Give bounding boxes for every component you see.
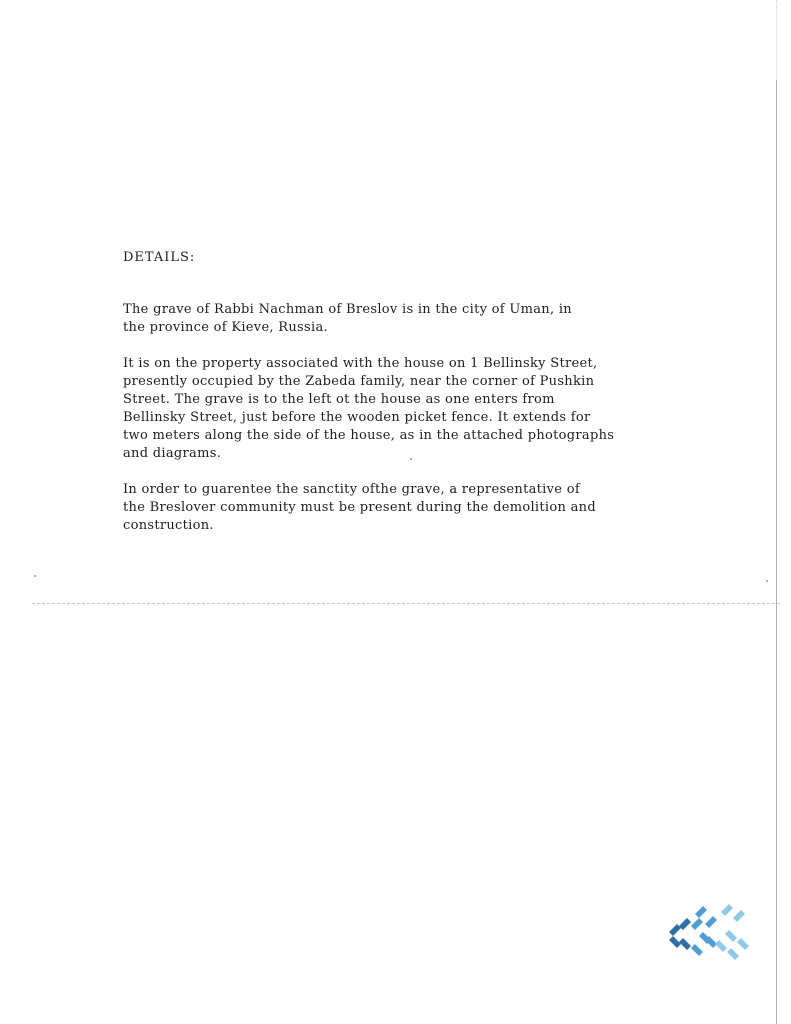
scan-speck [410, 458, 412, 460]
paragraph-line: It is on the property associated with the house on 1 Bellinsky Street, [123, 356, 598, 371]
paragraph-location [123, 301, 572, 337]
paragraph-line: In order to guarentee the sanctity ofthe grave, a representative of [123, 482, 580, 497]
paragraph-line: presently occupied by the Zabeda family, near the corner of Pushkin [123, 374, 595, 389]
logo-mark [669, 904, 749, 960]
scan-edge-line-top [776, 0, 777, 80]
paragraph-property [123, 355, 614, 463]
chevron-stripes-logo-icon [665, 904, 757, 964]
paragraph-line: the Breslover community must be present during the demolition and [123, 500, 596, 515]
paragraph-line: Street. The grave is to the left ot the house as one enters from [123, 392, 555, 407]
scan-fold-line [32, 603, 780, 604]
scan-speck [766, 580, 768, 582]
paragraph-line: and diagrams. [123, 446, 222, 461]
paragraph-line: Bellinsky Street, just before the wooden picket fence. It extends for [123, 410, 591, 425]
paragraph-line: construction. [123, 518, 214, 533]
paragraph-line: two meters along the side of the house, as in the attached photographs [123, 428, 615, 443]
section-heading: DETAILS: [123, 250, 196, 265]
paragraph-line: The grave of Rabbi Nachman of Breslov is in the city of Uman, in [123, 302, 572, 317]
paragraph-sanctity [123, 481, 596, 535]
scan-speck [34, 575, 36, 577]
paragraph-line: the province of Kieve, Russia. [123, 320, 328, 335]
scan-edge-line [776, 80, 777, 1024]
